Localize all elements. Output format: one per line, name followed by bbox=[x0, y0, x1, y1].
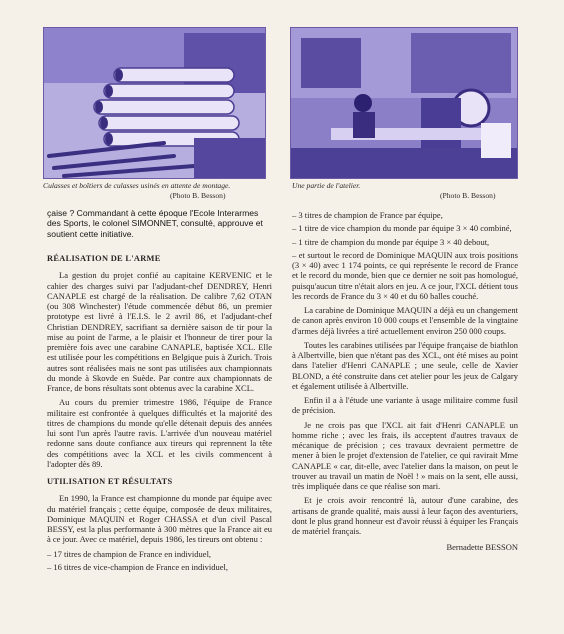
paragraph: La carabine de Dominique MAQUIN a déjà eu un changement de canon après environ 10 000 coups et l'ensemble de la vingtaine d'armes déjà livrées a tiré actuellement environ 250 000 coups. bbox=[292, 305, 518, 336]
right-column bbox=[292, 210, 518, 553]
paragraph: La gestion du projet confié au capitaine KERVENIC et le cahier des charges suivi par l'adjudant-chef DENDREY, Henri CANAPLE est chargé de la réalisation. De calibre 7,62 OTAN (ou 308 Winchester) l'étude commencée début 86, un premier prototype est livré à l'E.I.S. le 2 avril 86, et l'adjudant-chef Christian DENDREY, sacrifiant sa dernière saison de tir pour la mise au point de l'arme, a le plaisir et l'honneur de tirer pour la première fois avec une carabine CANAPLE, baptisée XCL. Elle est utilisée pour les compétitions en Belgique puis à Zurich. Trois autres sont réalisées mais ne sont pas utilisées aux championnats du monde à Skovde en Suède. Par contre aux championnats de France, de bons résultats sont obtenus avec la carabine XCL. bbox=[47, 270, 272, 393]
intro-paragraph: çaise ? Commandant à cette époque l'Ecole Interarmes des Sports, le colonel SIMONNET, consulté, approuve et soutient cette initiative. bbox=[47, 208, 263, 239]
list-item: – 3 titres de champion de France par équipe, bbox=[292, 210, 443, 220]
paragraph: Et je crois avoir rencontré là, autour d'une carabine, des artisans de grande qualité, mais aussi à leur façon des aventuriers, dont le plus grand honneur est d'avoir réussi à équiper les Français de matériel français. bbox=[292, 495, 519, 536]
photo-workshop-caption: Une partie de l'atelier. bbox=[292, 181, 361, 190]
photo-bolts-caption: Culasses et boîtiers de culasses usinés en attente de montage. bbox=[43, 181, 231, 190]
photo-workshop bbox=[290, 27, 518, 179]
bolts-illustration bbox=[44, 28, 265, 178]
paragraph: En 1990, la France est championne du monde par équipe avec du matériel français ; cette équipe, composée de deux militaires, Dominique MAQUIN et Roger CHASSA et d'un civil Pascal BESSY, est la plus performante à 300 mètres que la France ait eu à ce jour. Avec ce matériel, depuis 1986, les tireurs ont obtenu : bbox=[47, 493, 272, 545]
paragraph: Enfin il a à l'étude une variante à usage militaire comme fusil de précision. bbox=[292, 395, 518, 416]
photo-workshop-credit: (Photo B. Besson) bbox=[440, 191, 496, 200]
heading-realisation: RÉALISATION DE L'ARME bbox=[47, 254, 161, 263]
photo-bolts-credit: (Photo B. Besson) bbox=[170, 191, 226, 200]
heading-utilisation: UTILISATION ET RÉSULTATS bbox=[47, 477, 173, 486]
list-item: – 1 titre de champion du monde par équipe 3 × 40 debout, bbox=[292, 236, 490, 247]
paragraph: Toutes les carabines utilisées par l'équipe française de biathlon à Albertville, bien que n'étant pas des XCL, ont été mises au point dans l'atelier d'Henri CANAPLE ; une seule, celle de Xavier BLOND, a été construite dans cet atelier pour les jeux de Calgary et également utilisée à Albertville. bbox=[292, 339, 518, 391]
paragraph: Au cours du premier trimestre 1986, l'équipe de France militaire est confrontée à quelques difficultés et la majorité des titres de champions du monde qu'elle détenait depuis des années lui sont l'un après l'autre ravis. L'arrivée d'un nouveau matériel redonne sans doute confiance aux tireurs qui reprennent la tête des compétitions avec la XCL et les civils commencent à l'adopter dès 89. bbox=[47, 397, 272, 469]
workshop-illustration bbox=[291, 28, 517, 178]
list-item: – 1 titre de vice champion du monde par équipe 3 × 40 combiné, bbox=[292, 223, 512, 234]
list-item: – 17 titres de champion de France en individuel, bbox=[47, 548, 212, 559]
list-item: – 16 titres de vice-champion de France en individuel, bbox=[47, 561, 229, 572]
left-column bbox=[47, 246, 272, 575]
paragraph: – et surtout le record de Dominique MAQUIN aux trois positions (3 × 40) avec 1 174 points, ce qui représente le record de France et le record du monde, bien que ce dernier ne soit pas homologué, puisqu'aucun titre n'était alors en jeu. A ce jour, l'XCL détient tous les records de France du 3 × 40 et du 60 balles couché. bbox=[292, 249, 518, 301]
author-signature: Bernadette BESSON bbox=[446, 542, 518, 553]
photo-bolts bbox=[43, 27, 266, 179]
paragraph: Je ne crois pas que l'XCL ait fait d'Henri CANAPLE un homme riche ; avec les frais, ils acceptent d'autres travaux de mécanique de précision ; ces travaux devraient permettre de mener à bien le projet d'extension de l'atelier, ce qui ravirait Mme CANAPLE « car, dit-elle, avec l'atelier dans la maison, on peut le trouver au travail un matin de Noël ! » mais on la sent, elle aussi, très impliquée dans ce que réalise son mari. bbox=[292, 419, 518, 491]
